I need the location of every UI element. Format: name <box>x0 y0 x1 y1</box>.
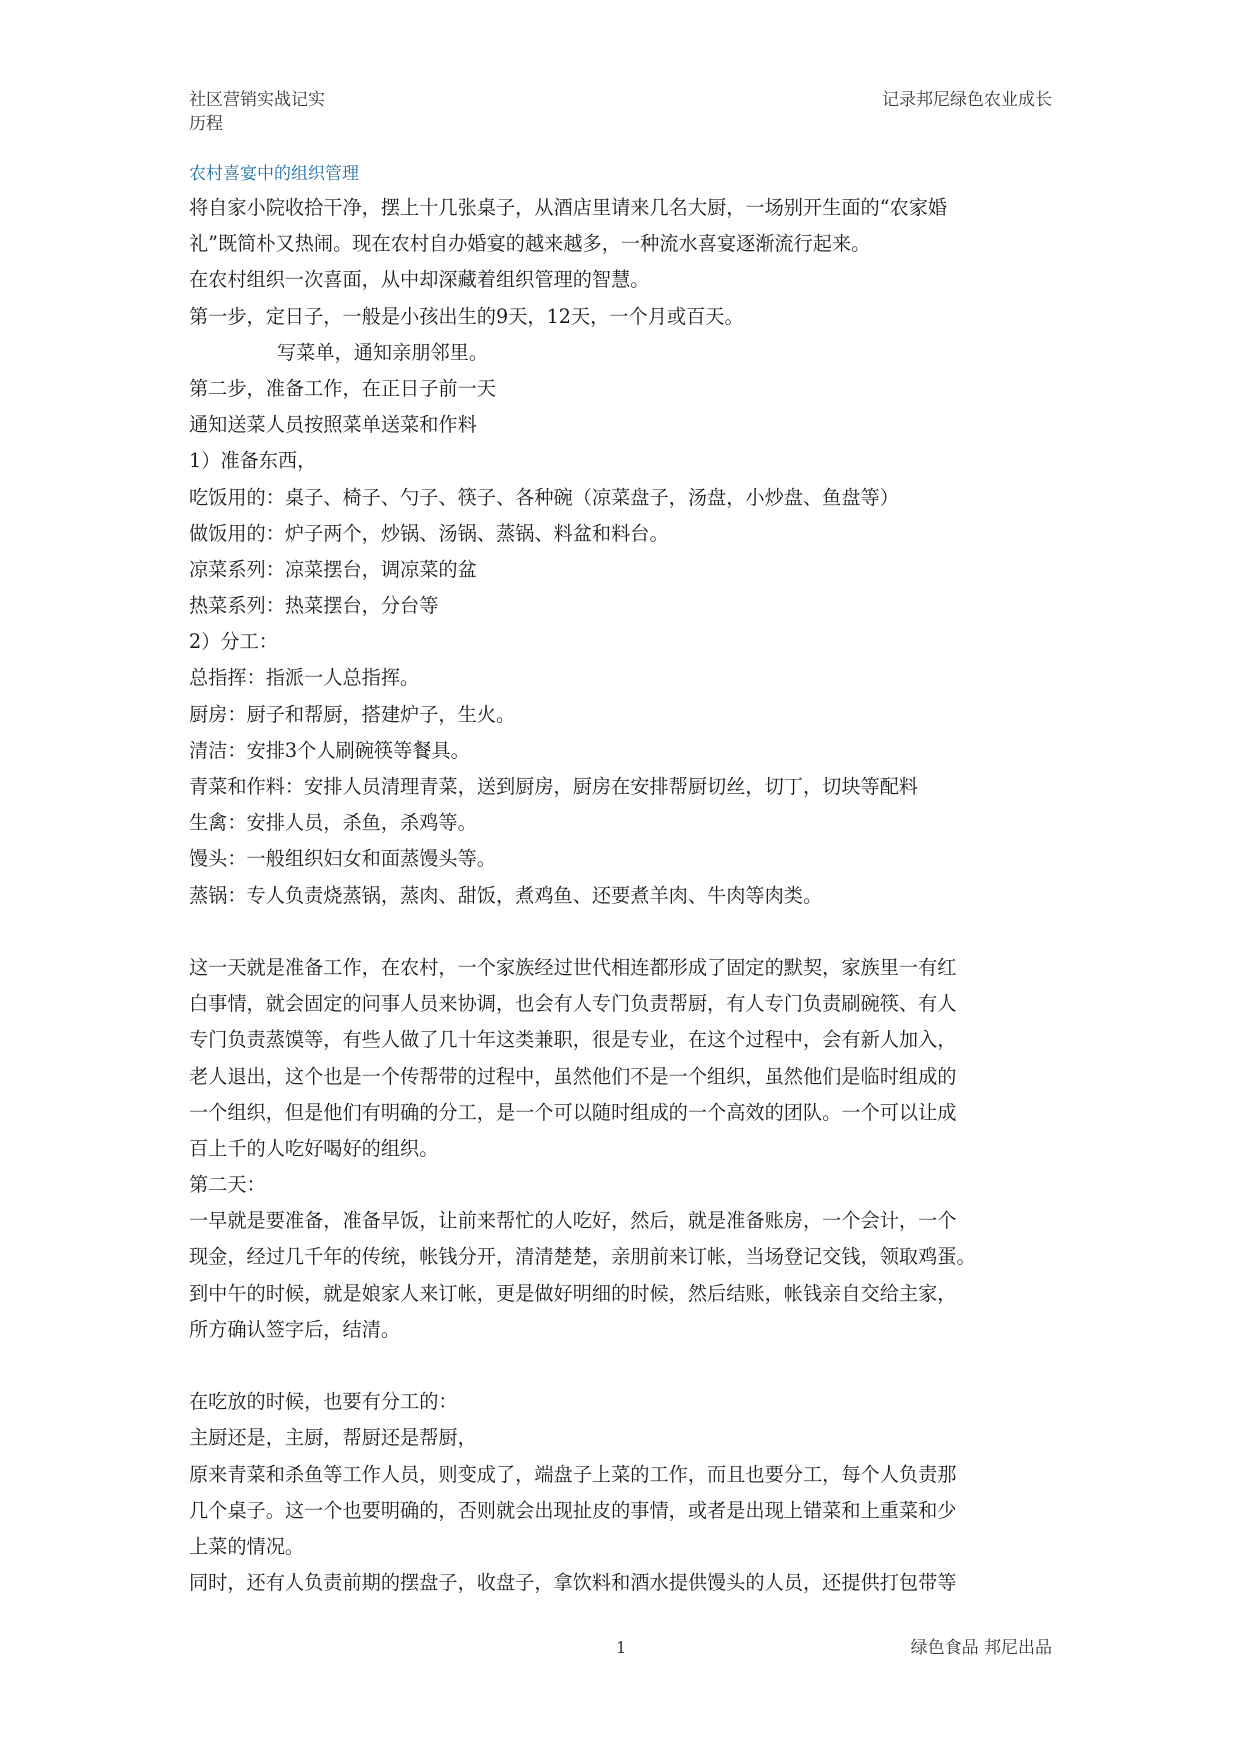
paragraph-line: 到中午的时候，就是娘家人来订帐，更是做好明细的时候，然后结账，帐钱亲自交给主家， <box>189 1281 957 1305</box>
header-title: 社区营销实战记实 <box>189 90 325 110</box>
paragraph-line: 专门负责蒸馍等，有些人做了几十年这类兼职，很是专业，在这个过程中，会有新人加入， <box>189 1028 957 1052</box>
paragraph-line: 写菜单，通知亲朋邻里。 <box>277 340 489 364</box>
paragraph-line: 厨房：厨子和帮厨，搭建炉子，生火。 <box>189 702 516 726</box>
paragraph-line: 一个组织，但是他们有明确的分工，是一个可以随时组成的一个高效的团队。一个可以让成 <box>189 1100 957 1124</box>
paragraph-line: 主厨还是，主厨，帮厨还是帮厨， <box>189 1426 477 1450</box>
paragraph-line: 馒头：一般组织妇女和面蒸馒头等。 <box>189 847 496 871</box>
paragraph-line: 凉菜系列：凉菜摆台，调凉菜的盆 <box>189 557 477 581</box>
paragraph-line: 一早就是要准备，准备早饭，让前来帮忙的人吃好，然后，就是准备账房，一个会计，一个 <box>189 1209 957 1233</box>
paragraph-line: 1）准备东西， <box>189 449 317 473</box>
paragraph-line: 通知送菜人员按照菜单送菜和作料 <box>189 413 477 437</box>
header-left <box>189 88 325 136</box>
blank-line <box>189 914 1053 950</box>
paragraph-line: 礼”既简朴又热闹。现在农村自办婚宴的越来越多，一种流水喜宴逐渐流行起来。 <box>189 232 871 256</box>
paragraph-line: 白事情，就会固定的问事人员来协调，也会有人专门负责帮厨，有人专门负责刷碗筷、有人 <box>189 992 957 1016</box>
paragraph-line: 第二天： <box>189 1173 266 1197</box>
page-number: 1 <box>616 1638 627 1657</box>
paragraph-line: 蒸锅：专人负责烧蒸锅，蒸肉、甜饭，煮鸡鱼、还要煮羊肉、牛肉等肉类。 <box>189 883 823 907</box>
blank-line <box>189 1348 1053 1384</box>
paragraph-line: 在吃放的时候，也要有分工的： <box>189 1390 458 1414</box>
paragraph-line: 第二步，准备工作，在正日子前一天 <box>189 376 496 400</box>
paragraph-line: 同时，还有人负责前期的摆盘子，收盘子，拿饮料和酒水提供馒头的人员，还提供打包带等 <box>189 1571 957 1595</box>
paragraph-line: 上菜的情况。 <box>189 1534 305 1558</box>
paragraph-line: 2）分工： <box>189 630 278 654</box>
paragraph-line: 这一天就是准备工作，在农村，一个家族经过世代相连都形成了固定的默契，家族里一有红 <box>189 955 957 979</box>
paragraph-line: 几个桌子。这一个也要明确的，否则就会出现扯皮的事情，或者是出现上错菜和上重菜和少 <box>189 1498 957 1522</box>
paragraph-line: 所方确认签字后，结清。 <box>189 1317 401 1341</box>
paragraph-line: 将自家小院收拾干净，摆上十几张桌子，从酒店里请来几名大厨，一场别开生面的“农家婚 <box>189 196 948 219</box>
paragraph-line: 第一步，定日子，一般是小孩出生的9天，12天，一个月或百天。 <box>189 304 744 328</box>
paragraph-line: 总指挥：指派一人总指挥。 <box>189 666 420 690</box>
paragraph-line: 现金，经过几千年的传统，帐钱分开，清清楚楚，亲朋前来订帐，当场登记交钱，领取鸡蛋。 <box>189 1245 976 1269</box>
paragraph-line: 热菜系列：热菜摆台，分台等 <box>189 594 439 618</box>
paragraph-line: 生禽：安排人员，杀鱼，杀鸡等。 <box>189 811 477 835</box>
paragraph-line: 清洁：安排3个人刷碗筷等餐具。 <box>189 738 470 762</box>
paragraph-line: 百上千的人吃好喝好的组织。 <box>189 1136 439 1160</box>
header-subtitle: 历程 <box>189 114 223 134</box>
paragraph-line: 吃饭用的：桌子、椅子、勺子、筷子、各种碗（凉菜盘子，汤盘，小炒盘、鱼盘等） <box>189 485 899 509</box>
article-title: 农村喜宴中的组织管理 <box>189 164 359 184</box>
header-right: 记录邦尼绿色农业成长 <box>882 90 1052 110</box>
paragraph-line: 青菜和作料：安排人员清理青菜，送到厨房，厨房在安排帮厨切丝，切丁，切块等配料 <box>189 775 919 798</box>
paragraph-line: 老人退出，这个也是一个传帮带的过程中，虽然他们不是一个组织，虽然他们是临时组成的 <box>189 1064 957 1088</box>
paragraph-line: 做饭用的：炉子两个，炒锅、汤锅、蒸锅、料盆和料台。 <box>189 521 669 545</box>
footer-credit: 绿色食品 邦尼出品 <box>910 1638 1052 1658</box>
paragraph-line: 原来青菜和杀鱼等工作人员，则变成了，端盘子上菜的工作，而且也要分工，每个人负责那 <box>189 1462 957 1486</box>
article-body <box>189 190 1053 1601</box>
paragraph-line: 在农村组织一次喜面，从中却深藏着组织管理的智慧。 <box>189 268 650 292</box>
